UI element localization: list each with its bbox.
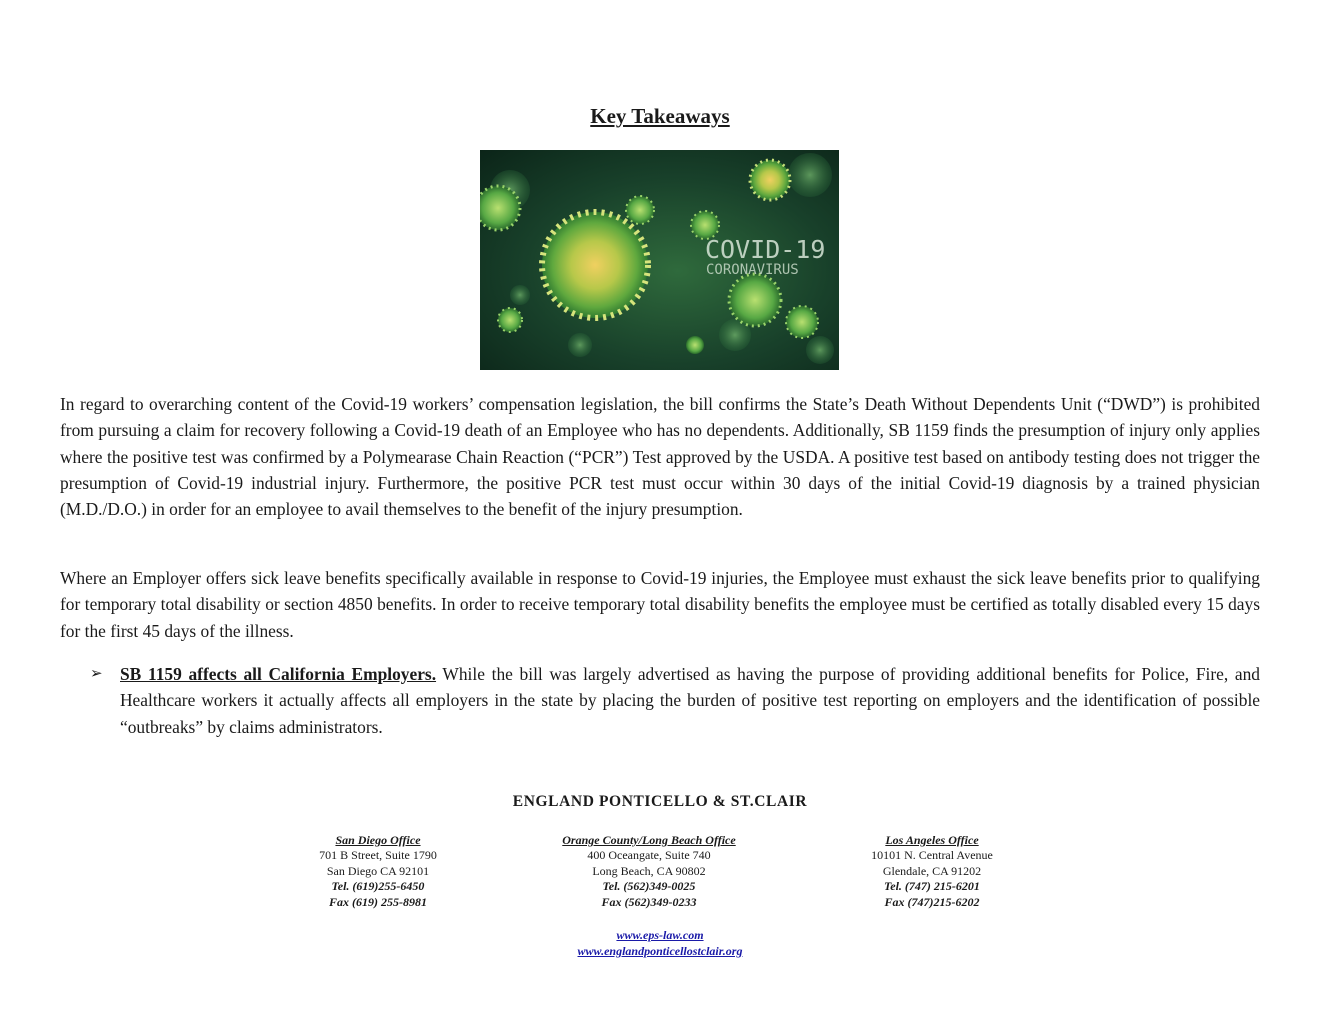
- paragraph-2: Where an Employer offers sick leave benefits specifically available in response to Covid-19 injuries, the Employee must exhaust the sick leave benefits prior to qualifying for temporary total disability or section 4850 benefits. In order to receive temporary total disability benefits the employee must be certified as totally disabled every 15 days for the first 45 days of the illness.: [60, 568, 1260, 641]
- footer-links: [0, 927, 1320, 959]
- firm-name: ENGLAND PONTICELLO & ST.CLAIR: [512, 793, 808, 810]
- bullet-text: While the bill was largely advertised as having the purpose of providing additional benefits for Police, Fire, and Healthcare workers it actually affects all employers in the state by placing the burden of positive test reporting on employers and the identification of possible “outbreaks” by claims administrators.: [120, 664, 1260, 737]
- office-tel: Tel. (747) 215-6201: [884, 879, 980, 894]
- bullet-lead: SB 1159 affects all California Employers.: [120, 664, 437, 684]
- office-city: Long Beach, CA 90802: [592, 863, 706, 878]
- website-link-epstclair[interactable]: www.englandponticellostclair.org: [577, 944, 743, 958]
- office-fax: Fax (747)215-6202: [884, 894, 980, 909]
- office-street: 701 B Street, Suite 1790: [319, 848, 437, 863]
- arrow-bullet-icon: ➢: [90, 666, 103, 682]
- website-link-eps[interactable]: www.eps-law.com: [616, 928, 704, 942]
- page-title: Key Takeaways: [590, 104, 730, 128]
- office-name: San Diego Office: [335, 833, 421, 847]
- office-tel: Tel. (562)349-0025: [602, 879, 696, 894]
- office-los-angeles: [822, 833, 1042, 910]
- office-street: 10101 N. Central Avenue: [871, 848, 993, 863]
- office-fax: Fax (562)349-0233: [601, 894, 697, 909]
- bullet-item: [60, 661, 1260, 740]
- office-name: Orange County/Long Beach Office: [562, 833, 736, 847]
- office-street: 400 Oceangate, Suite 740: [587, 848, 711, 863]
- office-orange-county: [540, 833, 758, 910]
- covid-virus-image: [480, 150, 839, 370]
- paragraph-1: In regard to overarching content of the Covid-19 workers’ compensation legislation, the bill confirms the State’s Death Without Dependents Unit (“DWD”) is prohibited from pursuing a claim for recovery following a Covid-19 death of an Employee who has no dependents. Additionally, SB 1159 finds the presumption of injury only applies where the positive test was confirmed by a Polymearase Chain Reaction (“PCR”) Test approved by the USDA. A positive test based on antibody testing does not trigger the presumption of Covid-19 industrial injury. Furthermore, the positive PCR test must occur within 30 days of the initial Covid-19 diagnosis by a trained physician (M.D./D.O.) in order for an employee to avail themselves to the benefit of the injury presumption.: [60, 394, 1260, 520]
- image-text-covid: COVID-19: [705, 235, 826, 264]
- office-name: Los Angeles Office: [885, 833, 979, 847]
- office-fax: Fax (619) 255-8981: [329, 894, 427, 909]
- office-tel: Tel. (619)255-6450: [331, 879, 425, 894]
- image-text-coronavirus: CORONAVIRUS: [706, 262, 799, 278]
- office-san-diego: [268, 833, 488, 910]
- office-city: San Diego CA 92101: [326, 863, 430, 878]
- office-city: Glendale, CA 91202: [882, 863, 982, 878]
